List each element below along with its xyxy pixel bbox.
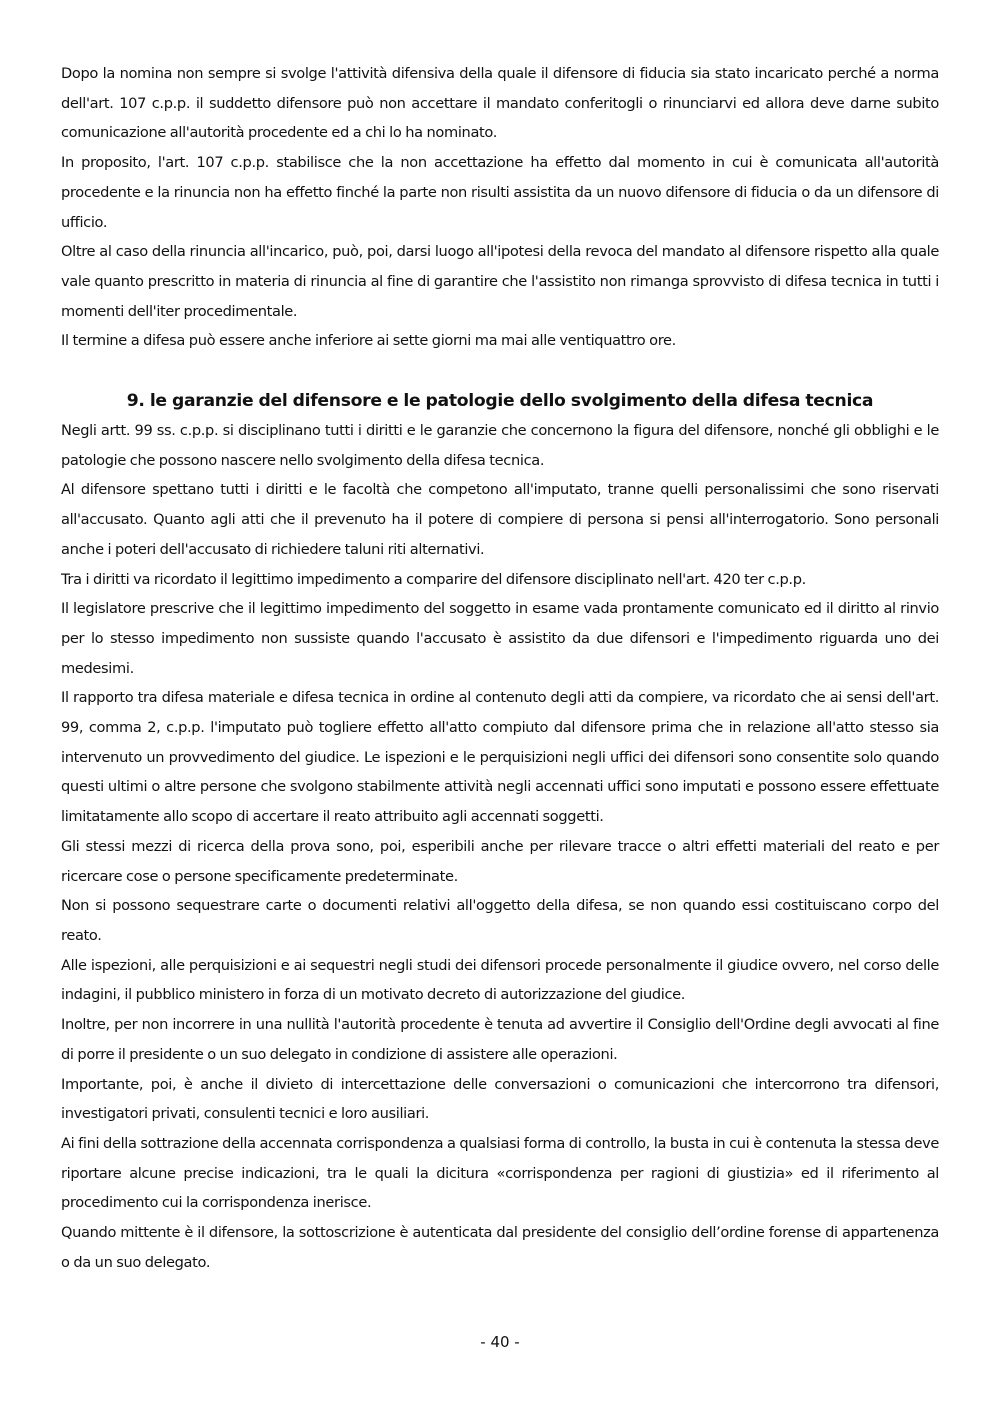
section-paragraph-10: Importante, poi, è anche il divieto di intercettazione delle conversazioni o comunicazioni che intercorrono tra difensori, investigatori privati, consulenti tecnici e loro ausiliari. [61, 1075, 939, 1123]
intro-paragraph-1: Dopo la nomina non sempre si svolge l'attività difensiva della quale il difensore di fiducia sia stato incaricato perché a norma dell'art. 107 c.p.p. il suddetto difensore può non accettare il mandato conferitogli o rinunciarvi ed allora deve darne subito comunicazione all'autorità procedente ed a chi lo ha nominato. [61, 65, 939, 142]
intro-paragraph-3: Oltre al caso della rinuncia all'incarico, può, poi, darsi luogo all'ipotesi della revoca del mandato al difensore rispetto alla quale vale quanto prescritto in materia di rinuncia al fine di garantire che l'assistito non rimanga sprovvisto di difesa tecnica in tutti i momenti dell'iter procedimentale. [61, 243, 939, 320]
section-paragraph-11: Ai fini della sottrazione della accennata corrispondenza a qualsiasi forma di controllo, la busta in cui è contenuta la stessa deve riportare alcune precise indicazioni, tra le quali la dicitura «corrispondenza per ragioni di giustizia» ed il riferimento al procedimento cui la corrispondenza inerisce. [61, 1134, 939, 1212]
section-paragraph-1: Negli artt. 99 ss. c.p.p. si disciplinano tutti i diritti e le garanzie che concernono la figura del difensore, nonché gli obblighi e le patologie che possono nascere nello svolgimento della difesa tecnica. [61, 422, 939, 469]
section-paragraph-2: Al difensore spettano tutti i diritti e le facoltà che competono all'imputato, tranne quelli personalissimi che sono riservati all'accusato. Quanto agli atti che il prevenuto ha il potere di compiere di persona si pensi all'interrogatorio. Sono personali anche i poteri dell'accusato di richiedere taluni riti alternativi. [61, 481, 939, 558]
intro-paragraph-4: Il termine a difesa può essere anche inferiore ai sette giorni ma mai alle ventiquattro ore. [61, 332, 676, 350]
document-page [61, 59, 939, 1277]
section-spacer [61, 356, 939, 386]
section-paragraph-9: Inoltre, per non incorrere in una nullità l'autorità procedente è tenuta ad avvertire il Consiglio dell'Ordine degli avvocati al fine di porre il presidente o un suo delegato in condizione di assistere alle operazioni. [61, 1016, 939, 1063]
section-paragraph-6: Gli stessi mezzi di ricerca della prova sono, poi, esperibili anche per rilevare tracce o altri effetti materiali del reato e per ricercare cose o persone specificamente predeterminate. [61, 837, 939, 885]
section-paragraph-12: Quando mittente è il difensore, la sottoscrizione è autenticata dal presidente del consiglio dell’ordine forense di appartenenza o da un suo delegato. [61, 1224, 939, 1271]
section-paragraph-4: Il legislatore prescrive che il legittimo impedimento del soggetto in esame vada prontamente comunicato ed il diritto al rinvio per lo stesso impedimento non sussiste quando l'accusato è assistito da due difensori e l'impedimento riguarda uno dei medesimi. [61, 600, 939, 677]
section-paragraph-8: Alle ispezioni, alle perquisizioni e ai sequestri negli studi dei difensori procede personalmente il giudice ovvero, nel corso delle indagini, il pubblico ministero in forza di un motivato decreto di autorizzazione del giudice. [61, 956, 939, 1004]
section-paragraph-3: Tra i diritti va ricordato il legittimo impedimento a comparire del difensore disciplinato nell'art. 420 ter c.p.p. [61, 570, 806, 588]
section-paragraph-7: Non si possono sequestrare carte o documenti relativi all'oggetto della difesa, se non quando essi costituiscano corpo del reato. [61, 897, 939, 944]
section-heading: 9. le garanzie del difensore e le patologie dello svolgimento della difesa tecnica [126, 391, 874, 412]
page-number: - 40 - [480, 1333, 520, 1351]
intro-paragraph-2: In proposito, l'art. 107 c.p.p. stabilisce che la non accettazione ha effetto dal momento in cui è comunicata all'autorità procedente e la rinuncia non ha effetto finché la parte non risulti assistita da un nuovo difensore di fiducia o da un difensore di ufficio. [61, 154, 939, 231]
section-paragraph-5: Il rapporto tra difesa materiale e difesa tecnica in ordine al contenuto degli atti da compiere, va ricordato che ai sensi dell'art. 99, comma 2, c.p.p. l'imputato può togliere effetto all'atto compiuto dal difensore prima che in relazione all'atto stesso sia intervenuto un provvedimento del giudice. Le ispezioni e le perquisizioni negli uffici dei difensori sono consentite solo quando questi ultimi o altre persone che svolgono stabilmente attività negli accennati uffici sono imputati e possono essere effettuate limitatamente allo scopo di accertare il reato attribuito agli accennati soggetti. [61, 689, 939, 826]
